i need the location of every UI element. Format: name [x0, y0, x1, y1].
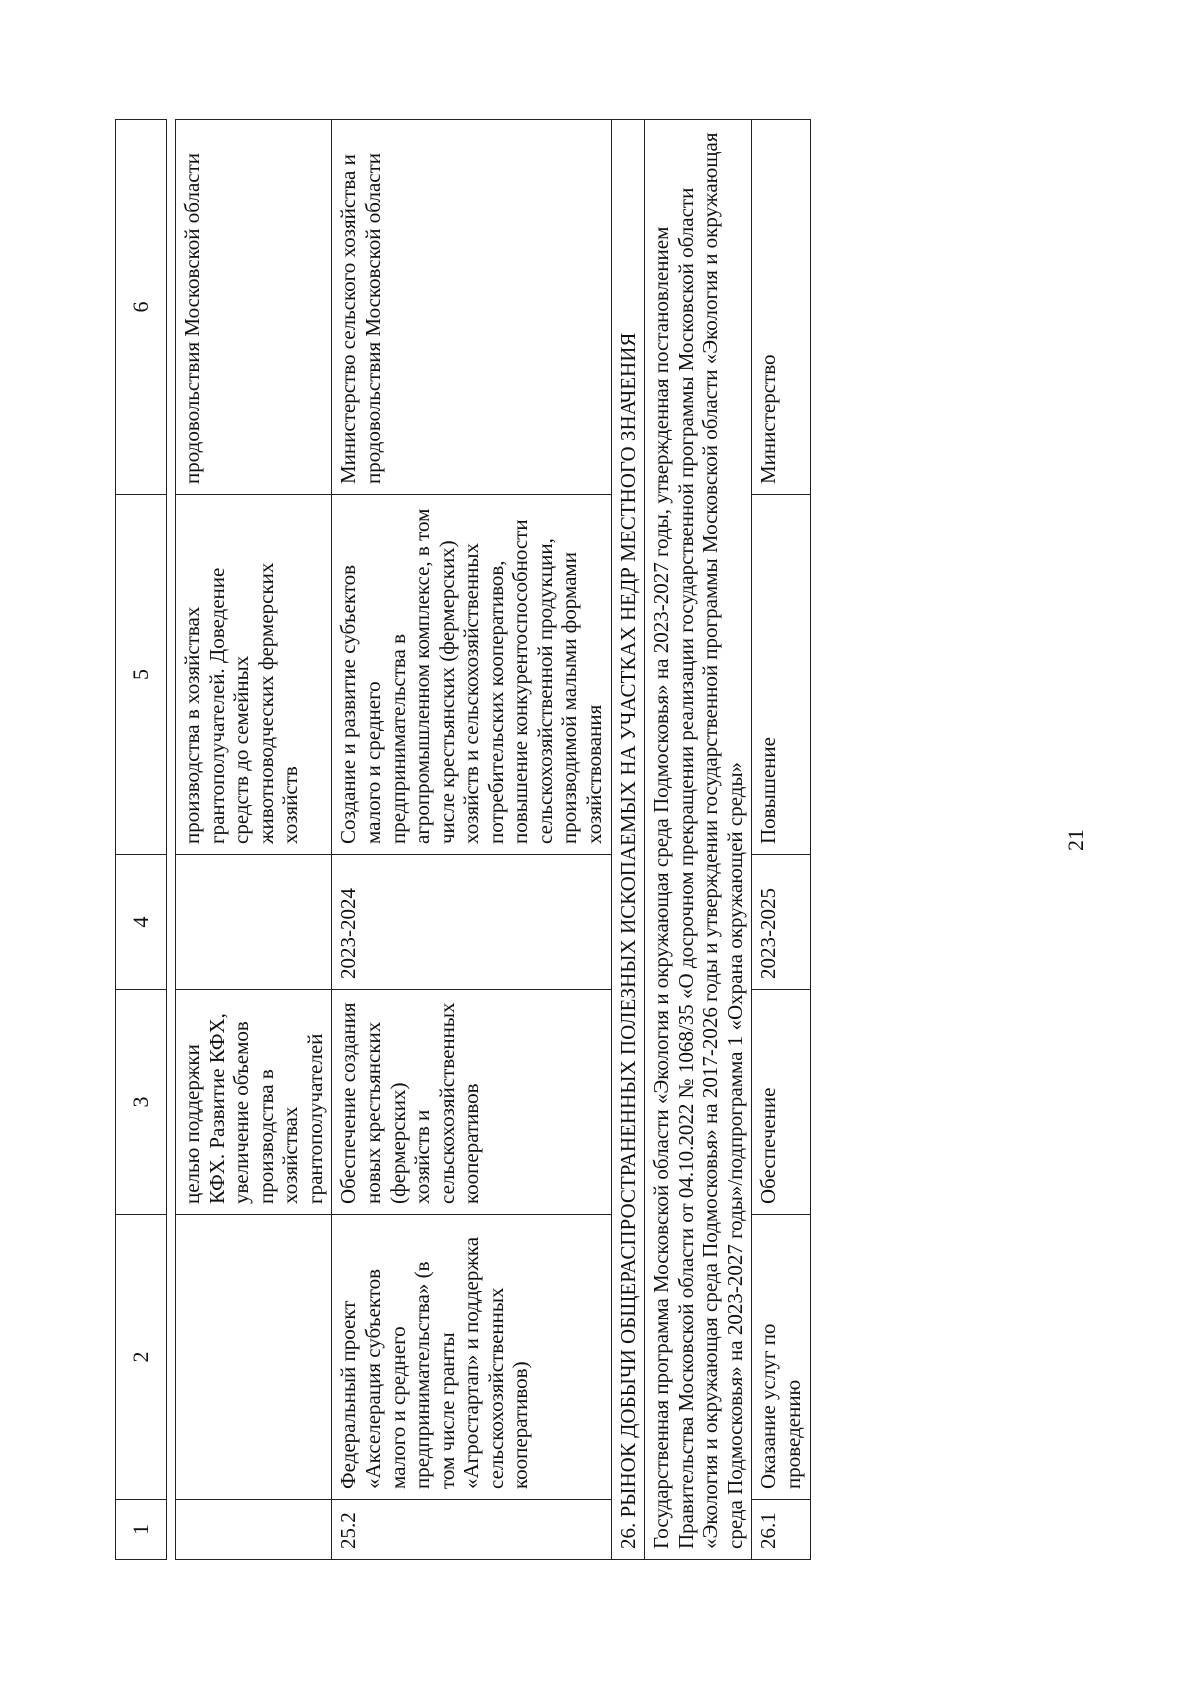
measure-goal: Обеспечение создания новых крестьянских (фермерских) хозяйств и сельскохозяйственных кооперативов [332, 990, 611, 1215]
responsible-body: Министерство [752, 120, 810, 495]
section-heading: 26. РЫНОК ДОБЫЧИ ОБЩЕРАСПРОСТРАНЕННЫХ ПОЛЕЗНЫХ ИСКОПАЕМЫХ НА УЧАСТКАХ НЕДР МЕСТНОГО ЗНАЧЕНИЯ [611, 120, 645, 1560]
table-row [752, 120, 810, 1560]
column-header: 3 [116, 990, 167, 1215]
program-row [645, 120, 752, 1560]
measure-goal: Обеспечение [752, 990, 810, 1215]
measure-name: Оказание услуг по проведению [752, 1215, 810, 1500]
column-header: 1 [116, 1500, 167, 1560]
measure-name: Федеральный проект «Акселерация субъектов малого и среднего предпринимательства» (в том числе гранты «Агростартап» и поддержка сельскохозяйственных кооперативов) [332, 1215, 611, 1500]
table-row [176, 120, 332, 1560]
expected-result: производства в хозяйствах грантополучателей. Доведение средств до семейных животноводческих фермерских хозяйств [176, 495, 332, 855]
measures-table [115, 119, 811, 1560]
measure-period: 2023-2025 [752, 855, 810, 990]
row-number: 26.1 [752, 1500, 810, 1560]
table-header-row [116, 120, 167, 1560]
measure-period [176, 855, 332, 990]
column-header: 2 [116, 1215, 167, 1500]
measure-name [176, 1215, 332, 1500]
column-header: 4 [116, 855, 167, 990]
program-description: Государственная программа Московской области «Экология и окружающая среда Подмосковья» на 2023-2027 годы, утвержденная постановлением Правительства Московской области от 04.10.2022 № 1068/35 «О досрочном прекращении реализации государственной программы Московской области «Экология и окружающая среда Подмосковья» на 2017-2026 годы и утверждении государственной программы Московской области «Экология и окружающая среда Подмосковья» на 2023-2027 годы»/подпрограмма 1 «Охрана окружающей среды» [645, 120, 752, 1560]
row-number: 25.2 [332, 1500, 611, 1560]
column-header: 6 [116, 120, 167, 495]
table-row [332, 120, 611, 1560]
section-row [611, 120, 645, 1560]
document-sheet [115, 120, 1195, 1560]
column-header: 5 [116, 495, 167, 855]
responsible-body: продовольствия Московской области [176, 120, 332, 495]
responsible-body: Министерство сельского хозяйства и продовольствия Московской области [332, 120, 611, 495]
measure-period: 2023-2024 [332, 855, 611, 990]
page-number: 21 [1063, 829, 1088, 851]
row-number [176, 1500, 332, 1560]
header-separator [167, 120, 176, 1560]
expected-result: Создание и развитие субъектов малого и среднего предпринимательства в агропромышленном комплексе, в том числе крестьянских (фермерских) хозяйств и сельскохозяйственных потребительских кооперативов, повышение конкурентоспособности сельскохозяйственной продукции, производимой малыми формами хозяйствования [332, 495, 611, 855]
expected-result: Повышение [752, 495, 810, 855]
measure-goal: целью поддержки КФХ. Развитие КФХ, увеличение объемов производства в хозяйствах грантополучателей [176, 990, 332, 1215]
